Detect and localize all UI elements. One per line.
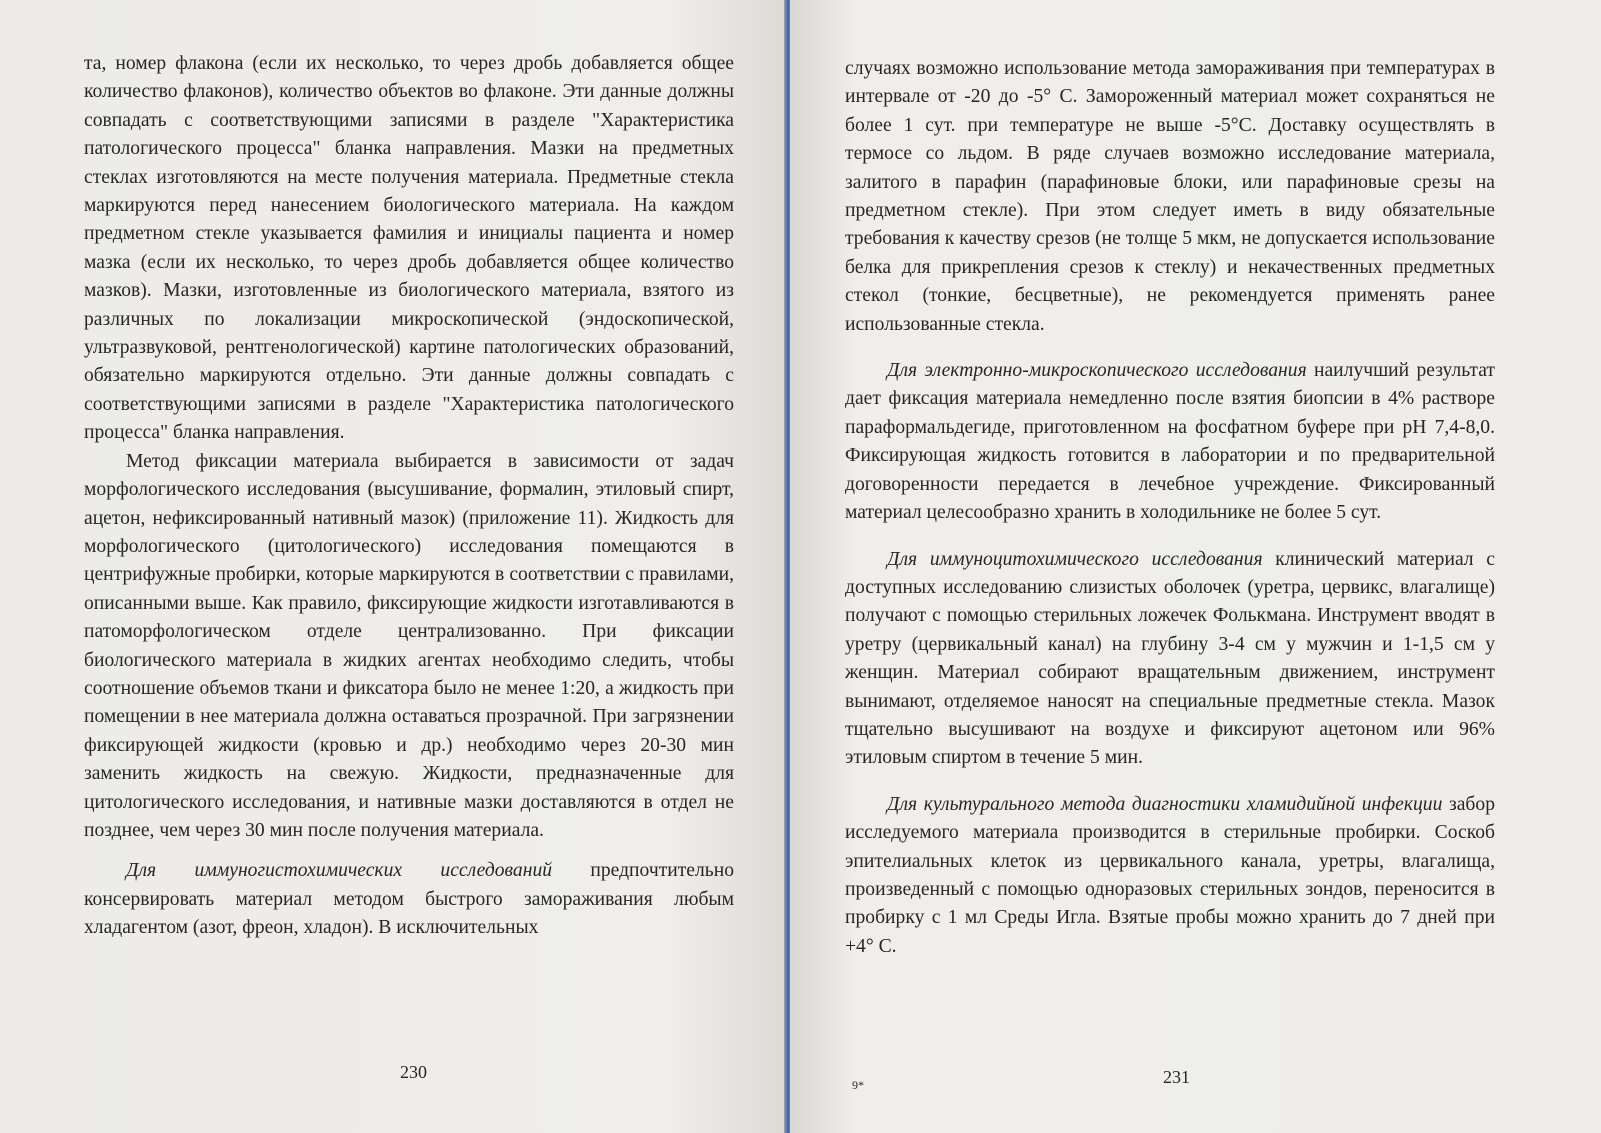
right-paragraph-2-body: наилучший результат дает фиксация материала немедленно после взятия биопсии в 4% растворе параформальдегиде, приготовленном на фосфатном буфере при pH 7,4-8,0. Фиксирующая жидкость готовится в лаборатории и по предварительной договоренности передается в лечебное учреждение. Фиксированный материал целесообразно хранить в холодильнике не более 5 сут.: [845, 360, 1495, 524]
right-page: [790, 0, 1601, 1133]
left-paragraph-3-body: предпочтительно консервировать материал методом быстрого замораживания любым хладагентом (азот, фреон, хладон). В исключительных: [84, 860, 734, 939]
left-paragraph-2: Метод фиксации материала выбирается в зависимости от задач морфологического исследования (высушивание, формалин, этиловый спирт, ацетон, нефиксированный нативный мазок) (приложение 11). Жидкость для морфологического (цитологического) исследования помещаются в центрифужные пробирки, которые маркируются в соответствии с правилами, описанными выше. Как правило, фиксирующие жидкости изготавливаются в патоморфологическом отделе централизованно. При фиксации биологического материала в жидких агентах необходимо следить, чтобы соотношение объемов ткани и фиксатора было не менее 1:20, а жидкость при помещении в нее материала должна оставаться прозрачной. При загрязнении фиксирующей жидкости (кровью и др.) необходимо через 20-30 мин заменить жидкость на свежую. Жидкости, предназначенные для цитологического исследования, и нативные мазки доставляются в отдел не позднее, чем через 30 мин после получения материала.: [84, 450, 734, 841]
page-number-left: 230: [400, 1062, 427, 1082]
page-number-right: 231: [1163, 1067, 1190, 1087]
left-page-text: [84, 50, 734, 943]
left-paragraph-3: [84, 857, 734, 942]
left-paragraph-1: та, номер флакона (если их несколько, то через дробь добавляется общее количество флаконов), количество объектов во флаконе. Эти данные должны совпадать с соответствующими записями в разделе "Характеристика патологического процесса" бланка направления. Мазки на предметных стеклах изготовляются на месте получения материала. Предметные стекла маркируются перед нанесением биологического материала. На каждом предметном стекле указывается фамилия и инициалы пациента и номер мазка (если их несколько, то через дробь добавляется общее количество мазков). Мазки, изготовленные из биологического материала, взятого из различных по локализации микроскопической (эндоскопической, ультразвуковой, рентгенологической) картине патологических образований, обязательно маркируются отдельно. Эти данные должны совпадать с соответствующими записями в разделе "Характеристика патологического процесса" бланка направления.: [84, 53, 734, 444]
right-paragraph-1: случаях возможно использование метода замораживания при температурах в интервале от -20 до -5° С. Замороженный материал может сохраняться не более 1 сут. при температуре не выше -5°С. Доставку осуществлять в термосе со льдом. В ряде случаев возможно исследование материала, залитого в парафин (парафиновые блоки, или парафиновые срезы на предметном стекле). При этом следует иметь в виду обязательные требования к качеству срезов (не толще 5 мкм, не допускается использование белка для прикрепления срезов к стеклу) и некачественных предметных стекол (тонкие, бесцветные), не рекомендуется применять ранее использованные стекла.: [845, 58, 1495, 335]
right-paragraph-3: [845, 546, 1495, 773]
right-paragraph-4-heading: Для культурального метода диагностики хламидийной инфекции: [887, 793, 1443, 815]
right-paragraph-2: [845, 357, 1495, 527]
right-paragraph-3-body: клинический материал с доступных исследованию слизистых оболочек (уретра, цервикс, влагалище) получают с помощью стерильных ложечек Фолькмана. Инструмент вводят в уретру (цервикальный канал) на глубину 3-4 см у мужчин и 1-1,5 см у женщин. Материал собирают вращательным движением, инструмент вынимают, отделяемое наносят на специальные предметные стекла. Мазок тщательно высушивают на воздухе и фиксируют ацетоном или 96% этиловым спиртом в течение 5 мин.: [845, 548, 1495, 769]
signature-mark: 9*: [852, 1078, 864, 1092]
right-paragraph-3-heading: Для иммуноцитохимического исследования: [887, 548, 1263, 570]
right-page-text: [845, 55, 1495, 961]
right-paragraph-4: [845, 791, 1495, 961]
left-page: [0, 0, 786, 1133]
right-paragraph-4-body: забор исследуемого материала производится в стерильные пробирки. Соскоб эпителиальных клеток из цервикального канала, уретры, влагалища, произведенный с помощью одноразовых стерильных зондов, переносится в пробирку с 1 мл Среды Игла. Взятые пробы можно хранить до 7 дней при +4° С.: [845, 793, 1495, 957]
right-paragraph-2-heading: Для электронно-микроскопического исследования: [887, 360, 1307, 382]
left-paragraph-3-heading: Для иммуногистохимических исследований: [126, 860, 553, 882]
